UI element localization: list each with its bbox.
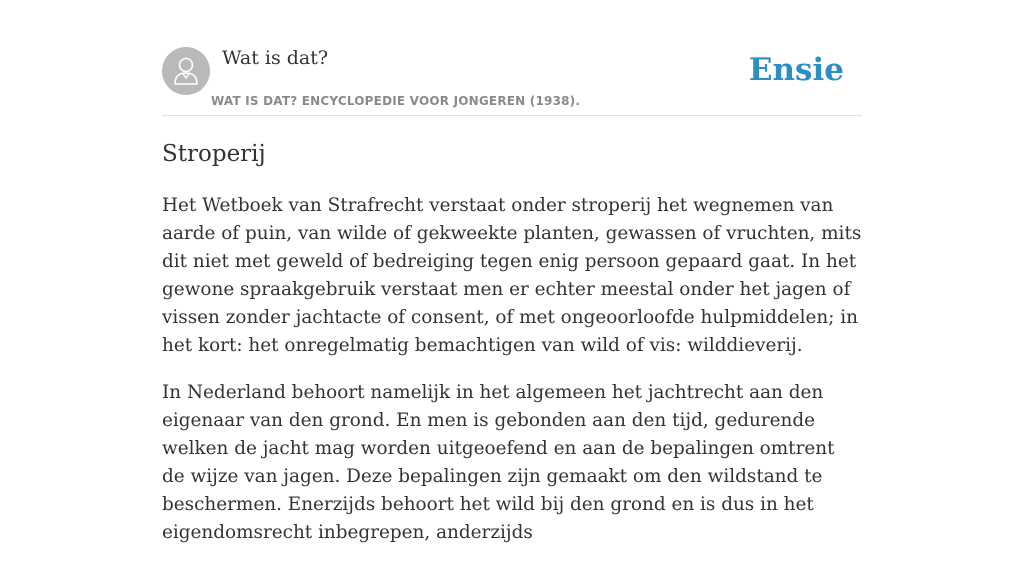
ensie-logo[interactable]: Ensie [748,52,844,88]
user-outline-icon [162,47,210,95]
article-paragraph: Het Wetboek van Strafrecht verstaat onder stroperij het wegnemen van aarde of puin, van wilde of gekweekte planten, gewassen of vruchten, mits dit niet met geweld of bedreiging tegen enig persoon gepaard gaat. In het gewone spraakgebruik verstaat men er echter meestal onder het jagen of vissen zonder jachtacte of consent, of met ongeoorloofde hulpmiddelen; in het kort: het onregelmatig bemachtigen van wild of vis: wilddieverij. [162,195,862,356]
source-title[interactable]: Wat is dat? [222,47,329,69]
article-body [162,192,862,566]
user-placeholder-icon[interactable] [162,47,210,95]
article-title: Stroperij [162,141,266,167]
article-paragraph: In Nederland behoort namelijk in het algemeen het jachtrecht aan den eigenaar van den grond. En men is gebonden aan den tijd, gedurende welken de jacht mag worden uitgeoefend en aan de bepalingen omtrent de wijze van jagen. Deze bepalingen zijn gemaakt om den wildstand te beschermen. Enerzijds behoort het wild bij den grond en is dus in het eigendomsrecht inbegrepen, anderzijds [162,382,835,543]
source-subtitle[interactable]: WAT IS DAT? ENCYCLOPEDIE VOOR JONGEREN (1938). [211,94,581,108]
source-header [162,46,862,116]
